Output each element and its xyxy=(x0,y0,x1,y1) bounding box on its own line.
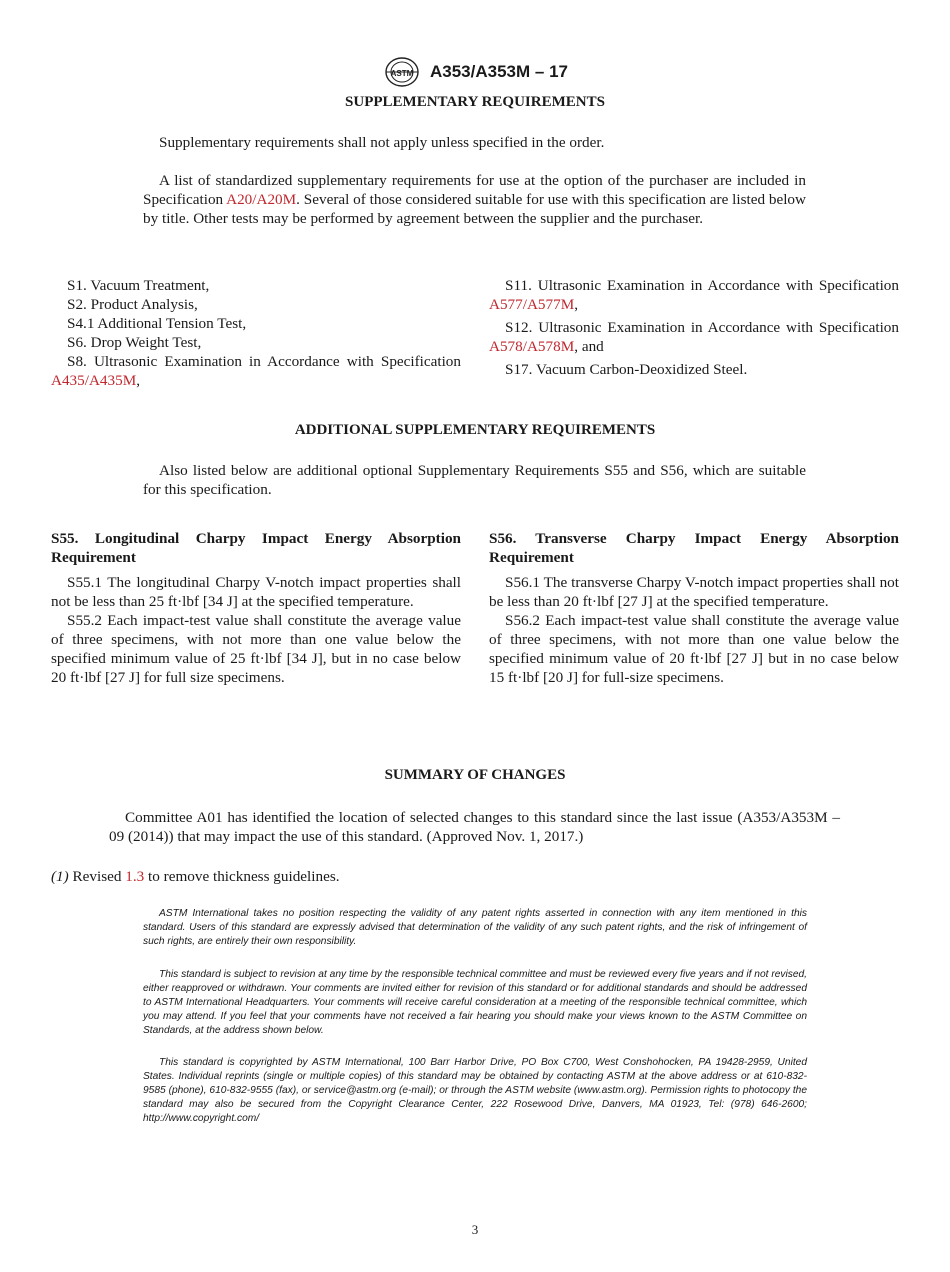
list-item: S1. Vacuum Treatment, xyxy=(67,277,210,294)
s55-2: S55.2 Each impact-test value shall constitute the average value of three specimens, with not more than one value below the specified minimum value of 25 ft·lbf [34 J], but in no case below 20 ft·lbf [27 J] for full size specimens. xyxy=(51,612,461,686)
s56-section xyxy=(489,529,899,687)
supplementary-list-right xyxy=(489,276,899,379)
s55-heading: S55. Longitudinal Charpy Impact Energy Absorption Requirement xyxy=(51,530,461,566)
additional-title: ADDITIONAL SUPPLEMENTARY REQUIREMENTS xyxy=(294,422,656,438)
astm-logo-icon xyxy=(382,56,422,88)
list-item: S6. Drop Weight Test, xyxy=(67,334,202,351)
list-item: S4.1 Additional Tension Test, xyxy=(67,315,247,332)
list-item-s8: S8. Ultrasonic Examination in Accordance with Specification A435/A435M, xyxy=(51,353,461,389)
supplementary-list-intro: A list of standardized supplementary requirements for use at the option of the purchaser are included in Specification A20/A20M. Several of those considered suitable for use with this specification are listed below by title. Other tests may be performed by agreement between the supplier and the purchaser. xyxy=(143,172,806,227)
patent-notice: ASTM International takes no position respecting the validity of any patent rights asserted in connection with any item mentioned in this standard. Users of this standard are expressly advised that determination of the validity of any such patent rights, and the risk of infringement of such rights, are entirely their own responsibility. xyxy=(143,908,807,947)
page-header xyxy=(0,56,950,88)
changes-title: SUMMARY OF CHANGES xyxy=(384,767,566,783)
supplementary-title: SUPPLEMENTARY REQUIREMENTS xyxy=(345,94,605,110)
list-item-s17: S17. Vacuum Carbon-Deoxidized Steel. xyxy=(505,361,748,378)
s56-1: S56.1 The transverse Charpy V-notch impact properties shall not be less than 20 ft·lbf [27 J] at the specified temperature. xyxy=(489,574,899,610)
changes-intro: Committee A01 has identified the location of selected changes to this standard since the last issue (A353/A353M – 09 (2014)) that may impact the use of this standard. (Approved Nov. 1, 2017.) xyxy=(109,809,840,845)
list-item-s11: S11. Ultrasonic Examination in Accordance with Specification A577/A577M, xyxy=(489,277,899,313)
page-number: 3 xyxy=(471,1222,479,1237)
revision-notice: This standard is subject to revision at any time by the responsible technical committee and must be reviewed every five years and if not revised, either reapproved or withdrawn. Your comments are invited either for revision of this standard or for additional standards and should be addressed to ASTM International Headquarters. Your comments will receive careful consideration at a meeting of the responsible technical committee, which you may attend. If you feel that your comments have not received a fair hearing you should make your views known to the ASTM Committee on Standards, at the address shown below. xyxy=(143,969,807,1036)
spec-link-a435[interactable]: A435/A435M xyxy=(51,372,137,389)
spec-link-a20[interactable]: A20/A20M xyxy=(226,191,297,208)
supplementary-list-left xyxy=(51,276,461,390)
change-item: (1) Revised 1.3 to remove thickness guidelines. xyxy=(51,868,340,885)
s56-2: S56.2 Each impact-test value shall constitute the average value of three specimens, with not more than one value below the specified minimum value of 20 ft·lbf [27 J] but in no case below 15 ft·lbf [20 J] for full-size specimens. xyxy=(489,612,899,686)
section-link-1-3[interactable]: 1.3 xyxy=(125,868,145,885)
copyright-notice: This standard is copyrighted by ASTM International, 100 Barr Harbor Drive, PO Box C700, West Conshohocken, PA 19428-2959, United States. Individual reprints (single or multiple copies) of this standard may be obtained by contacting ASTM at the above address or at 610-832-9585 (phone), 610-832-9555 (fax), or service@astm.org (e-mail); or through the ASTM website (www.astm.org). Permission rights to photocopy the standard may also be secured from the Copyright Clearance Center, 222 Rosewood Drive, Danvers, MA 01923, Tel: (978) 646-2600; http://www.copyright.com/ xyxy=(143,1057,807,1124)
s55-1: S55.1 The longitudinal Charpy V-notch impact properties shall not be less than 25 ft·lbf [34 J] at the specified temperature. xyxy=(51,574,461,610)
document-id: A353/A353M – 17 xyxy=(430,62,568,81)
spec-link-a577[interactable]: A577/A577M xyxy=(489,296,575,313)
supplementary-intro: Supplementary requirements shall not apply unless specified in the order. xyxy=(159,134,605,151)
list-item-s12: S12. Ultrasonic Examination in Accordance with Specification A578/A578M, and xyxy=(489,319,899,355)
list-item: S2. Product Analysis, xyxy=(67,296,198,313)
s55-section xyxy=(51,529,461,687)
s56-heading: S56. Transverse Charpy Impact Energy Absorption Requirement xyxy=(489,530,899,566)
spec-link-a578[interactable]: A578/A578M xyxy=(489,338,575,355)
additional-intro: Also listed below are additional optional Supplementary Requirements S55 and S56, which are suitable for this specification. xyxy=(143,462,806,498)
svg-text:ASTM: ASTM xyxy=(390,69,414,78)
